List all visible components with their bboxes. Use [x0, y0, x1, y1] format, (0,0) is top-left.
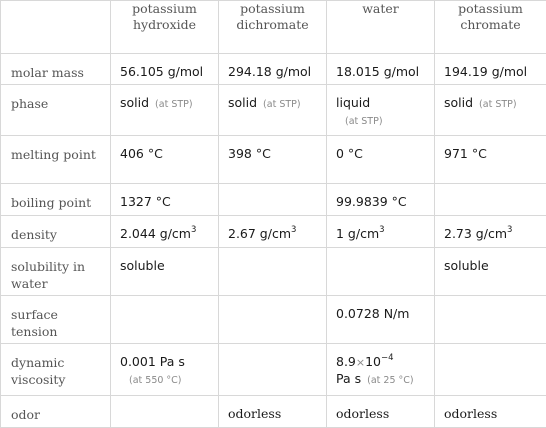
column-header-potassium-chromate — [435, 1, 546, 54]
column-header-line: water — [362, 1, 399, 16]
table-cell — [435, 344, 546, 396]
column-header-line: hydroxide — [133, 17, 196, 32]
table-row-dynamic-viscosity — [1, 344, 546, 396]
table-cell: odorless — [327, 396, 435, 428]
row-label: solubility in water — [1, 248, 111, 296]
header-row — [1, 1, 546, 54]
table-cell: 294.18 g/mol — [219, 54, 327, 85]
condition-note: (at 550 °C) — [129, 373, 210, 389]
table-cell — [219, 248, 327, 296]
table-cell: 398 °C — [219, 136, 327, 184]
table-row-odor — [1, 396, 546, 428]
exponent: −4 — [381, 353, 394, 363]
exponent: 3 — [507, 225, 512, 235]
cell-value: 0.001 Pa s — [120, 354, 185, 369]
table-cell — [111, 216, 219, 248]
condition-note: (at STP) — [479, 99, 517, 110]
table-cell — [327, 344, 435, 396]
table-row-melting-point — [1, 136, 546, 184]
cell-value: 2.67 g/cm — [228, 226, 291, 241]
column-header-line: dichromate — [236, 17, 308, 32]
table-row-molar-mass — [1, 54, 546, 85]
table-cell — [327, 85, 435, 136]
row-label: dynamic viscosity — [1, 344, 111, 396]
cell-value: Pa s — [336, 371, 361, 386]
table-row-density — [1, 216, 546, 248]
table-cell — [111, 296, 219, 344]
table-cell: 99.9839 °C — [327, 184, 435, 216]
cell-value: liquid — [336, 95, 370, 110]
table-cell: 1327 °C — [111, 184, 219, 216]
condition-note: (at STP) — [155, 99, 193, 110]
table-cell — [111, 85, 219, 136]
table-cell — [327, 216, 435, 248]
column-header-line: potassium — [240, 1, 305, 16]
cell-value: 10 — [365, 354, 381, 369]
row-label: surface tension — [1, 296, 111, 344]
row-label: phase — [1, 85, 111, 136]
cell-value: solid — [228, 95, 257, 110]
table-cell: 18.015 g/mol — [327, 54, 435, 85]
exponent: 3 — [191, 225, 196, 235]
column-header-potassium-dichromate — [219, 1, 327, 54]
column-header-water — [327, 1, 435, 54]
exponent: 3 — [291, 225, 296, 235]
table-cell: 0 °C — [327, 136, 435, 184]
table-cell — [435, 85, 546, 136]
table-cell — [219, 216, 327, 248]
table-cell: 56.105 g/mol — [111, 54, 219, 85]
condition-note: (at STP) — [263, 99, 301, 110]
table-cell: soluble — [435, 248, 546, 296]
cell-value: 1 g/cm — [336, 226, 379, 241]
table-cell: 0.0728 N/m — [327, 296, 435, 344]
cell-value: 8.9 — [336, 354, 356, 369]
corner-cell — [1, 1, 111, 54]
row-label: odor — [1, 396, 111, 428]
table-cell — [435, 216, 546, 248]
cell-value: solid — [444, 95, 473, 110]
table-cell: odorless — [435, 396, 546, 428]
cell-value: 2.044 g/cm — [120, 226, 191, 241]
table-cell — [327, 248, 435, 296]
table-cell — [111, 344, 219, 396]
column-header-line: potassium — [132, 1, 197, 16]
table-cell — [219, 296, 327, 344]
row-label: boiling point — [1, 184, 111, 216]
exponent: 3 — [379, 225, 384, 235]
cell-value: solid — [120, 95, 149, 110]
condition-note: (at STP) — [345, 114, 426, 130]
table-cell — [219, 184, 327, 216]
table-row-boiling-point — [1, 184, 546, 216]
times-sign: × — [356, 356, 365, 369]
cell-value: 2.73 g/cm — [444, 226, 507, 241]
table-cell: 406 °C — [111, 136, 219, 184]
table-cell — [219, 85, 327, 136]
column-header-potassium-hydroxide — [111, 1, 219, 54]
table-row-solubility — [1, 248, 546, 296]
row-label: density — [1, 216, 111, 248]
table-cell: 194.19 g/mol — [435, 54, 546, 85]
column-header-line: potassium — [458, 1, 523, 16]
table-cell — [111, 396, 219, 428]
table-cell: 971 °C — [435, 136, 546, 184]
table-cell: soluble — [111, 248, 219, 296]
table-cell — [219, 344, 327, 396]
table-cell — [435, 296, 546, 344]
table-cell: odorless — [219, 396, 327, 428]
row-label: melting point — [1, 136, 111, 184]
table-row-surface-tension — [1, 296, 546, 344]
column-header-line: chromate — [460, 17, 520, 32]
condition-note: (at 25 °C) — [367, 375, 413, 386]
row-label: molar mass — [1, 54, 111, 85]
table-row-phase — [1, 85, 546, 136]
table-cell — [435, 184, 546, 216]
